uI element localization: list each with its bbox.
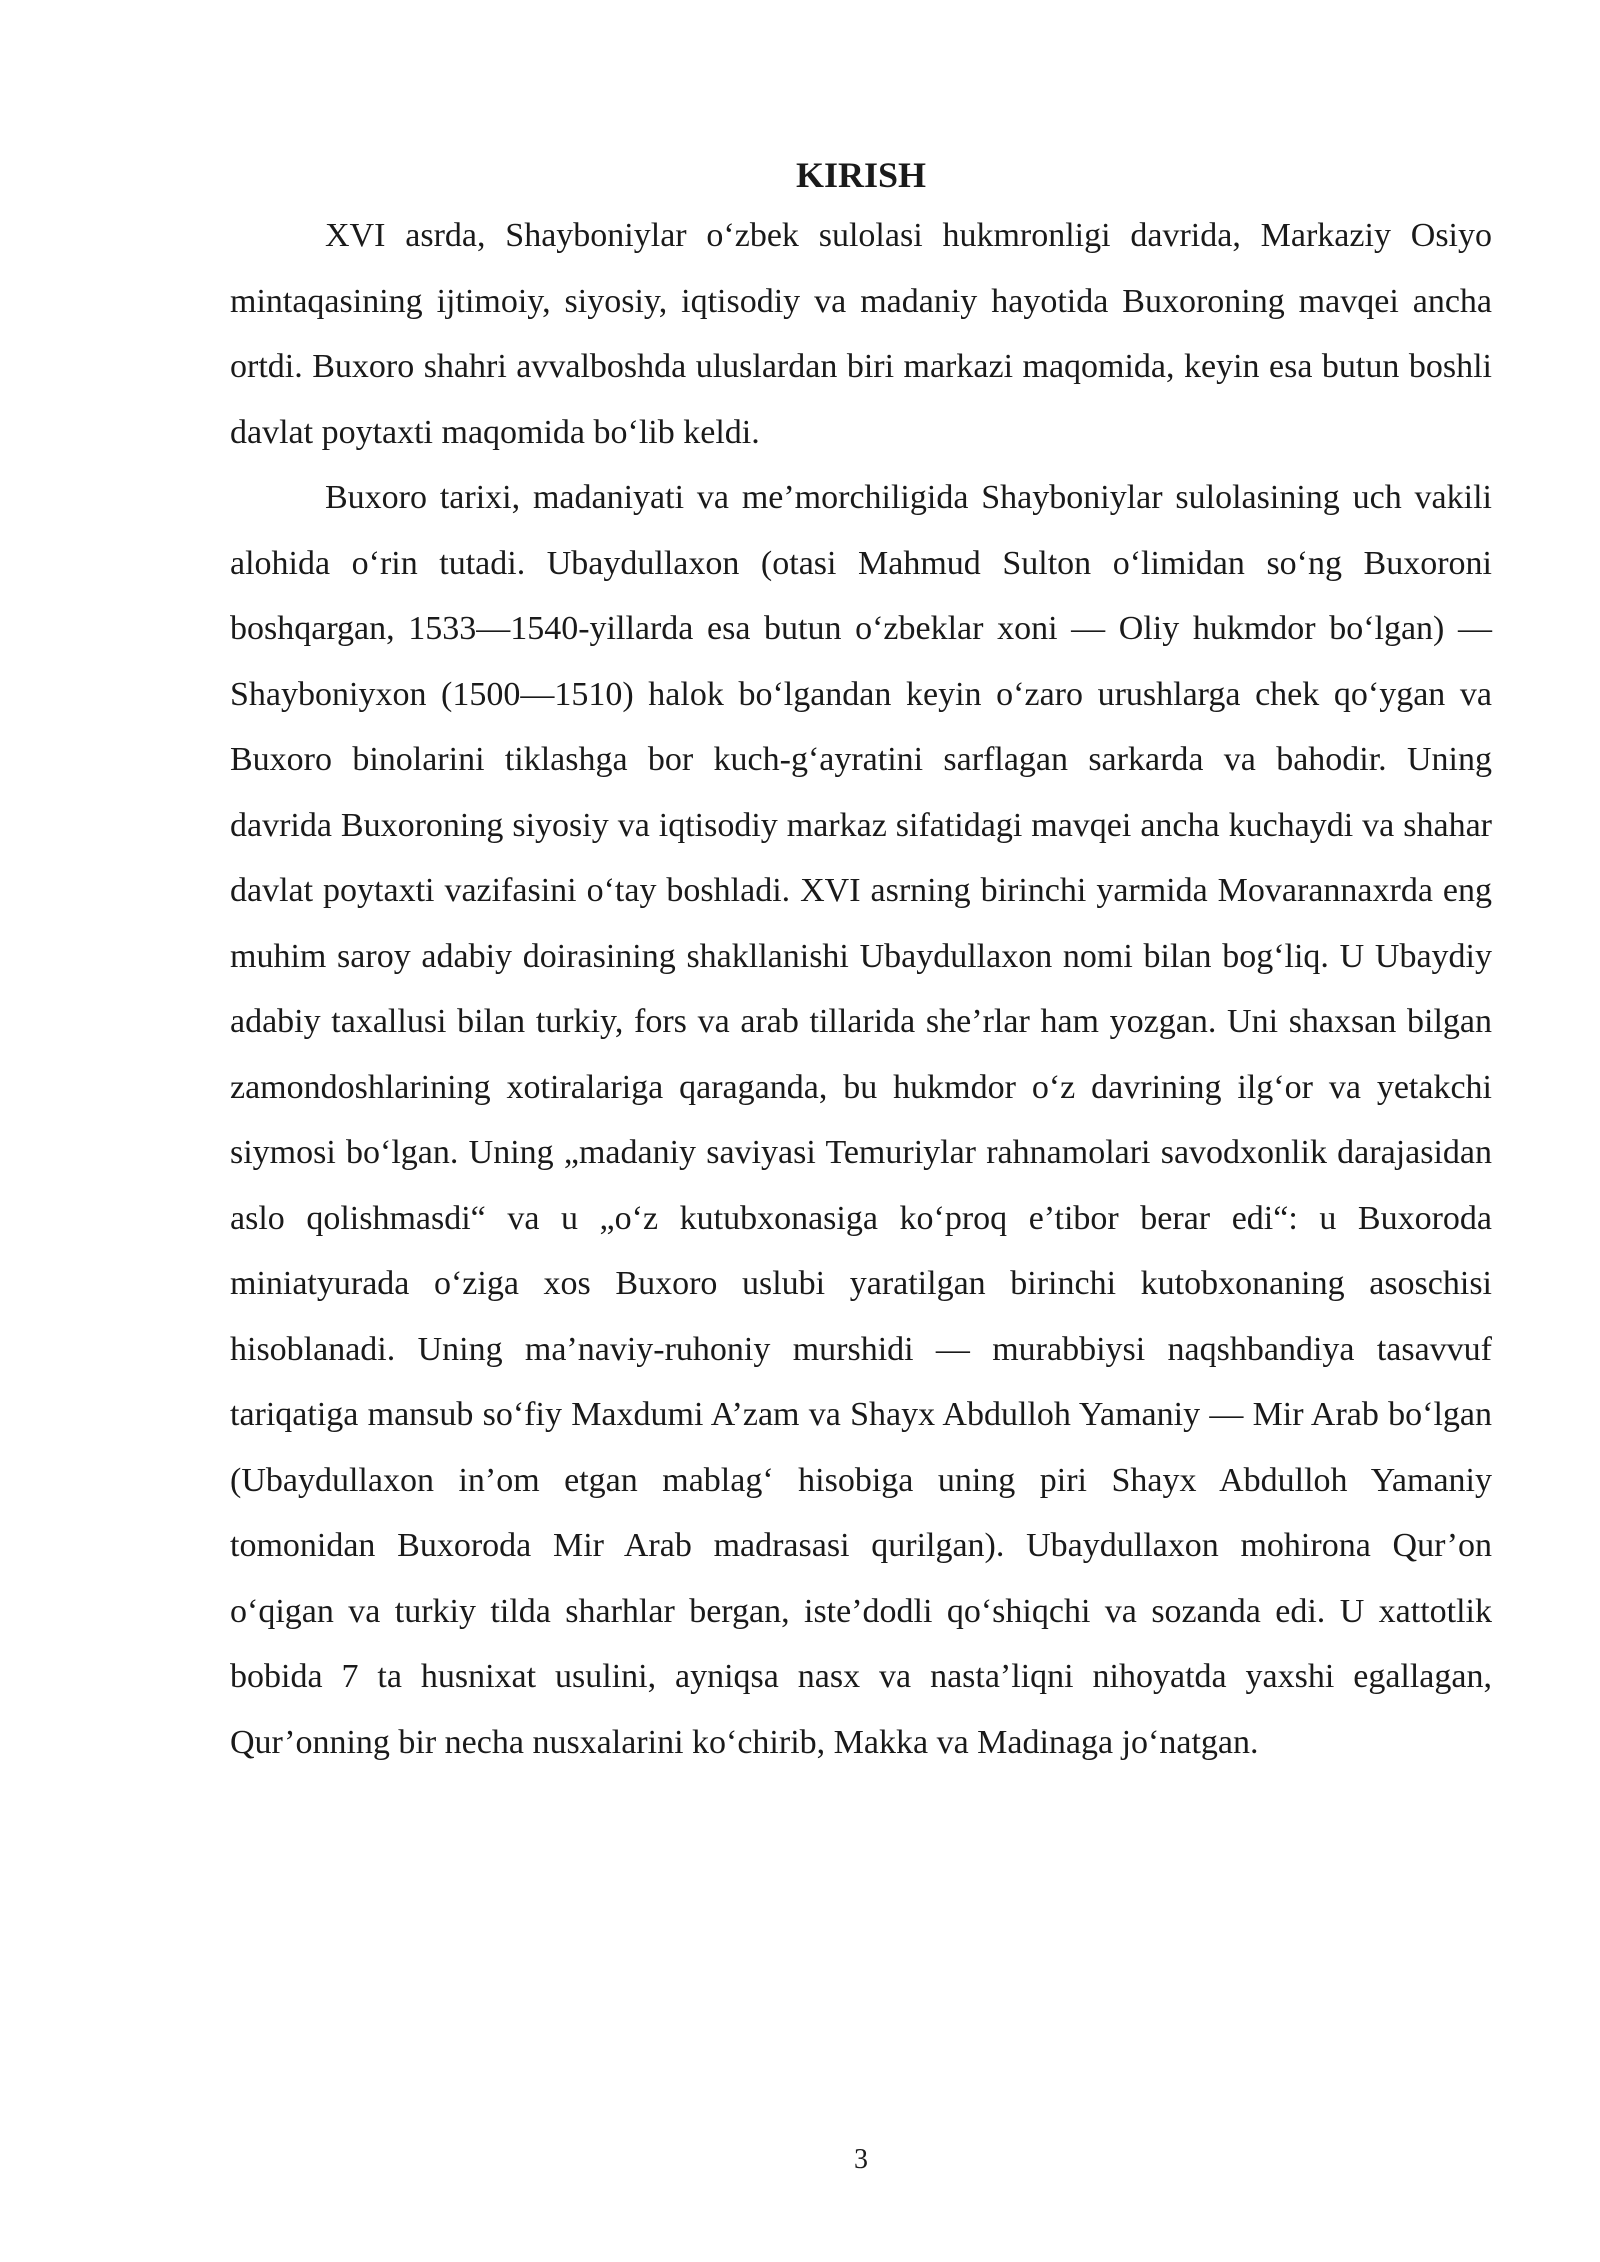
document-body [230,148,1492,1775]
page-number: 3 [854,2144,868,2175]
paragraph-2: Buxoro tarixi, madaniyati va me’morchiligida Shayboniylar sulolasining uch vakili alohida o‘rin tutadi. Ubaydullaxon (otasi Mahmud Sulton o‘limidan so‘ng Buxoroni boshqargan, 1533—1540-yillarda esa butun o‘zbeklar xoni — Oliy hukmdor bo‘lgan) — Shayboniyxon (1500—1510) halok bo‘lgandan keyin o‘zaro urushlarga chek qo‘ygan va Buxoro binolarini tiklashga bor kuch-g‘ayratini sarflagan sarkarda va bahodir. Uning davrida Buxoroning siyosiy va iqtisodiy markaz sifatidagi mavqei ancha kuchaydi va shahar davlat poytaxti vazifasini o‘tay boshladi. XVI asrning birinchi yarmida Movarannaxrda eng muhim saroy adabiy doirasining shakllanishi Ubaydullaxon nomi bilan bog‘liq. U Ubaydiy adabiy taxallusi bilan turkiy, fors va arab tillarida she’rlar ham yozgan. Uni shaxsan bilgan zamondoshlarining xotiralariga qaraganda, bu hukmdor o‘z davrining ilg‘or va yetakchi siymosi bo‘lgan. Uning „madaniy saviyasi Temuriylar rahnamolari savodxonlik darajasidan aslo qolishmasdi“ va u „o‘z kutubxonasiga ko‘proq e’tibor berar edi“: u Buxoroda miniatyurada o‘ziga xos Buxoro uslubi yaratilgan birinchi kutobxonaning asoschisi hisoblanadi. Uning ma’naviy-ruhoniy murshidi — murabbiysi naqshbandiya tasavvuf tariqatiga mansub so‘fiy Maxdumi A’zam va Shayx Abdulloh Yamaniy — Mir Arab bo‘lgan (Ubaydullaxon in’om etgan mablag‘ hisobiga uning piri Shayx Abdulloh Yamaniy tomonidan Buxoroda Mir Arab madrasasi qurilgan). Ubaydullaxon mohirona Qur’on o‘qigan va turkiy tilda sharhlar bergan, iste’dodli qo‘shiqchi va sozanda edi. U xattotlik bobida 7 ta husnixat usulini, ayniqsa nasx va nasta’liqni nihoyatda yaxshi egallagan, Qur’onning bir necha nusxalarini ko‘chirib, Makka va Madinaga jo‘natgan. [230,479,1492,1761]
section-heading: KIRISH [795,155,927,195]
paragraph-1: XVI asrda, Shayboniylar o‘zbek sulolasi hukmronligi davrida, Markaziy Osiyo mintaqasining ijtimoiy, siyosiy, iqtisodiy va madaniy hayotida Buxoroning mavqei ancha ortdi. Buxoro shahri avvalboshda uluslardan biri markazi maqomida, keyin esa butun boshli davlat poytaxti maqomida bo‘lib keldi. [230,217,1492,451]
